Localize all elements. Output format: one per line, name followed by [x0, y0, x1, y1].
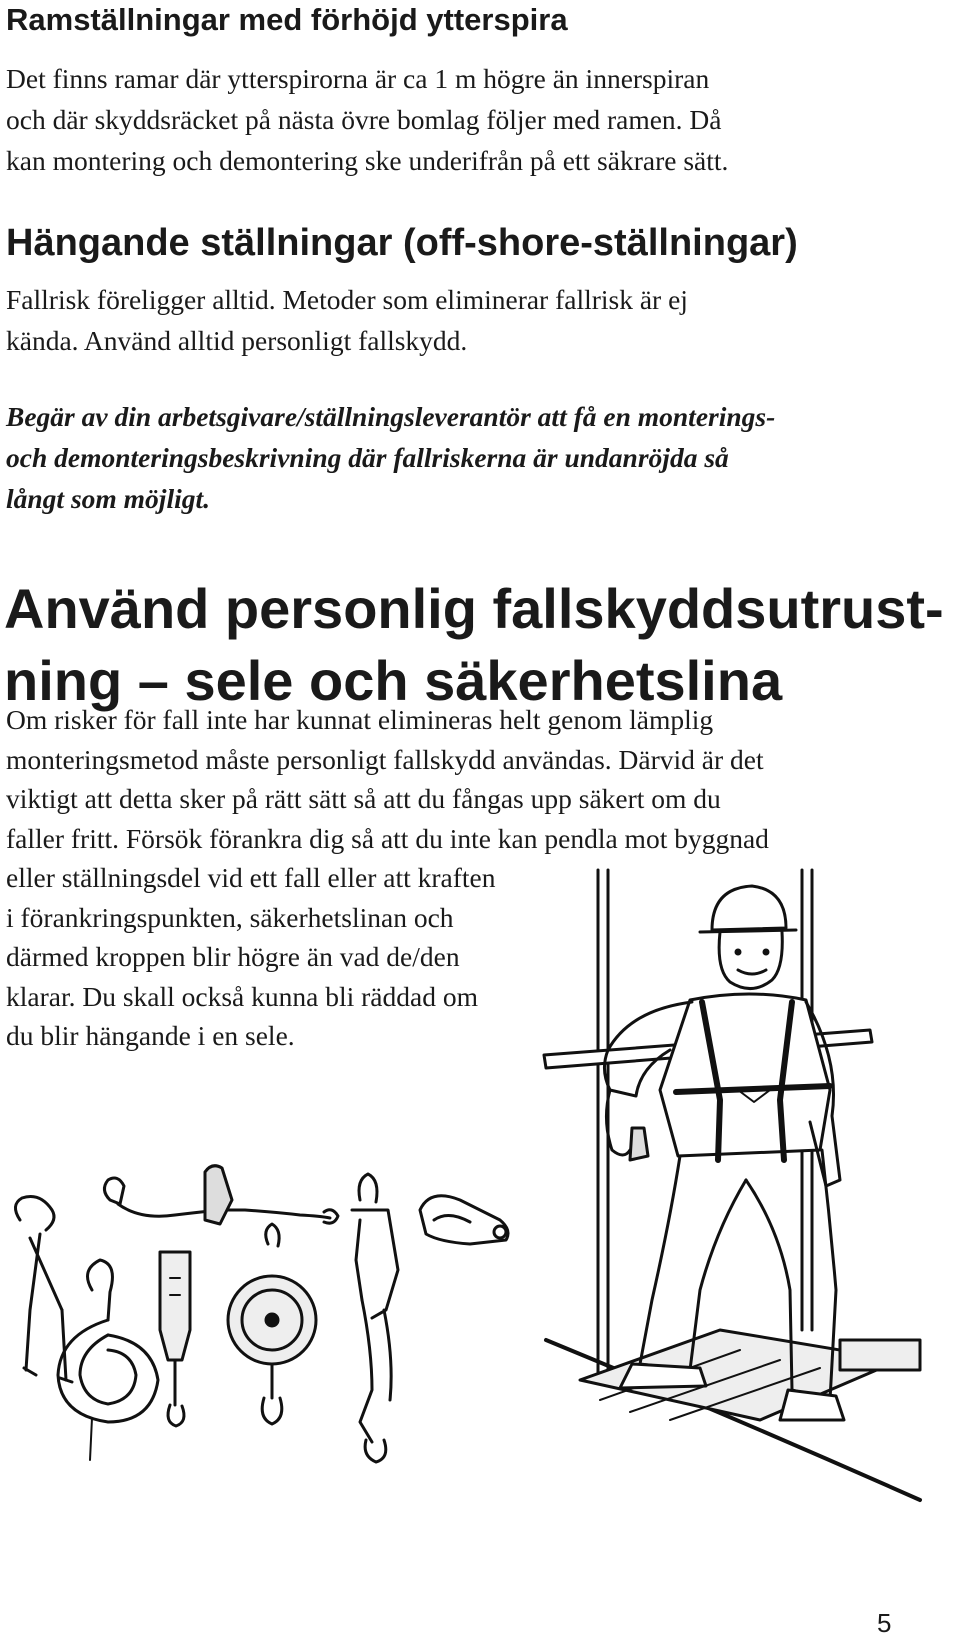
paragraph-hangande: [6, 279, 688, 361]
text-line: Fallrisk föreligger alltid. Metoder som eliminerar fallrisk är ej: [6, 284, 688, 315]
retractable-fall-arrester-icon: [228, 1224, 316, 1424]
heading-line: ning – sele och säkerhetslina: [4, 649, 783, 712]
heading-line: Använd personlig fallskyddsutrust-: [4, 577, 944, 640]
text-line: klarar. Du skall också kunna bli räddad om: [6, 980, 478, 1012]
text-line: viktigt att detta sker på rätt sätt så att du fångas upp säkert om du: [6, 783, 721, 814]
text-line: du blir hängande i en sele.: [6, 1020, 295, 1051]
text-line: Begär av din arbetsgivare/ställningsleverantör att få en monterings-: [6, 401, 776, 432]
text-line: eller ställningsdel vid ett fall eller att kraften: [6, 862, 496, 893]
lanyard-with-hooks-icon: [104, 1166, 338, 1224]
safety-lanyard-icon: [606, 1090, 648, 1160]
page-number: 5: [877, 1608, 892, 1638]
heading-hangande-stallningar: Hängande ställningar (off-shore-ställningar): [6, 222, 798, 264]
heading-personlig-fallskydd: [4, 573, 944, 717]
text-line: och demonteringsbeskrivning där fallriskerna är undanröjda så: [6, 442, 729, 473]
text-line: kända. Använd alltid personligt fallskydd.: [6, 325, 468, 356]
text-line: därmed kroppen blir högre än vad de/den: [6, 941, 460, 972]
paragraph-ramstallningar: [6, 58, 728, 181]
worker-in-harness-drawing: [540, 860, 960, 1510]
worker-head-icon: [719, 932, 782, 989]
text-line: Om risker för fall inte har kunnat elimineras helt genom lämplig: [6, 704, 714, 735]
snap-hook-icon: [420, 1196, 508, 1244]
text-line: långt som möjligt.: [6, 483, 210, 514]
text-line: och där skyddsräcket på nästa övre bomlag följer med ramen. Då: [6, 104, 722, 135]
text-line: Det finns ramar där ytterspirorna är ca 1 m högre än innerspiran: [6, 63, 710, 94]
text-line: faller fritt. Försök förankra dig så att du inte kan pendla mot byggnad: [6, 822, 769, 854]
hard-hat-icon: [700, 886, 796, 932]
text-line: i förankringspunkten, säkerhetslinan och: [6, 901, 454, 933]
text-line: monteringsmetod måste personligt fallskydd användas. Därvid är det: [6, 743, 764, 775]
heading-ramstallningar: Ramställningar med förhöjd ytterspira: [6, 2, 568, 37]
notice-paragraph: [6, 396, 775, 519]
coiled-rope-icon: [58, 1260, 158, 1460]
energy-absorber-icon: [160, 1252, 190, 1426]
worker-body-with-harness-icon: [660, 994, 830, 1160]
fall-protection-equipment-drawing: [0, 1160, 540, 1560]
harness-webbing-icon: [352, 1174, 398, 1462]
text-line: kan montering och demontering ske underifrån på ett säkrare sätt.: [6, 145, 729, 176]
